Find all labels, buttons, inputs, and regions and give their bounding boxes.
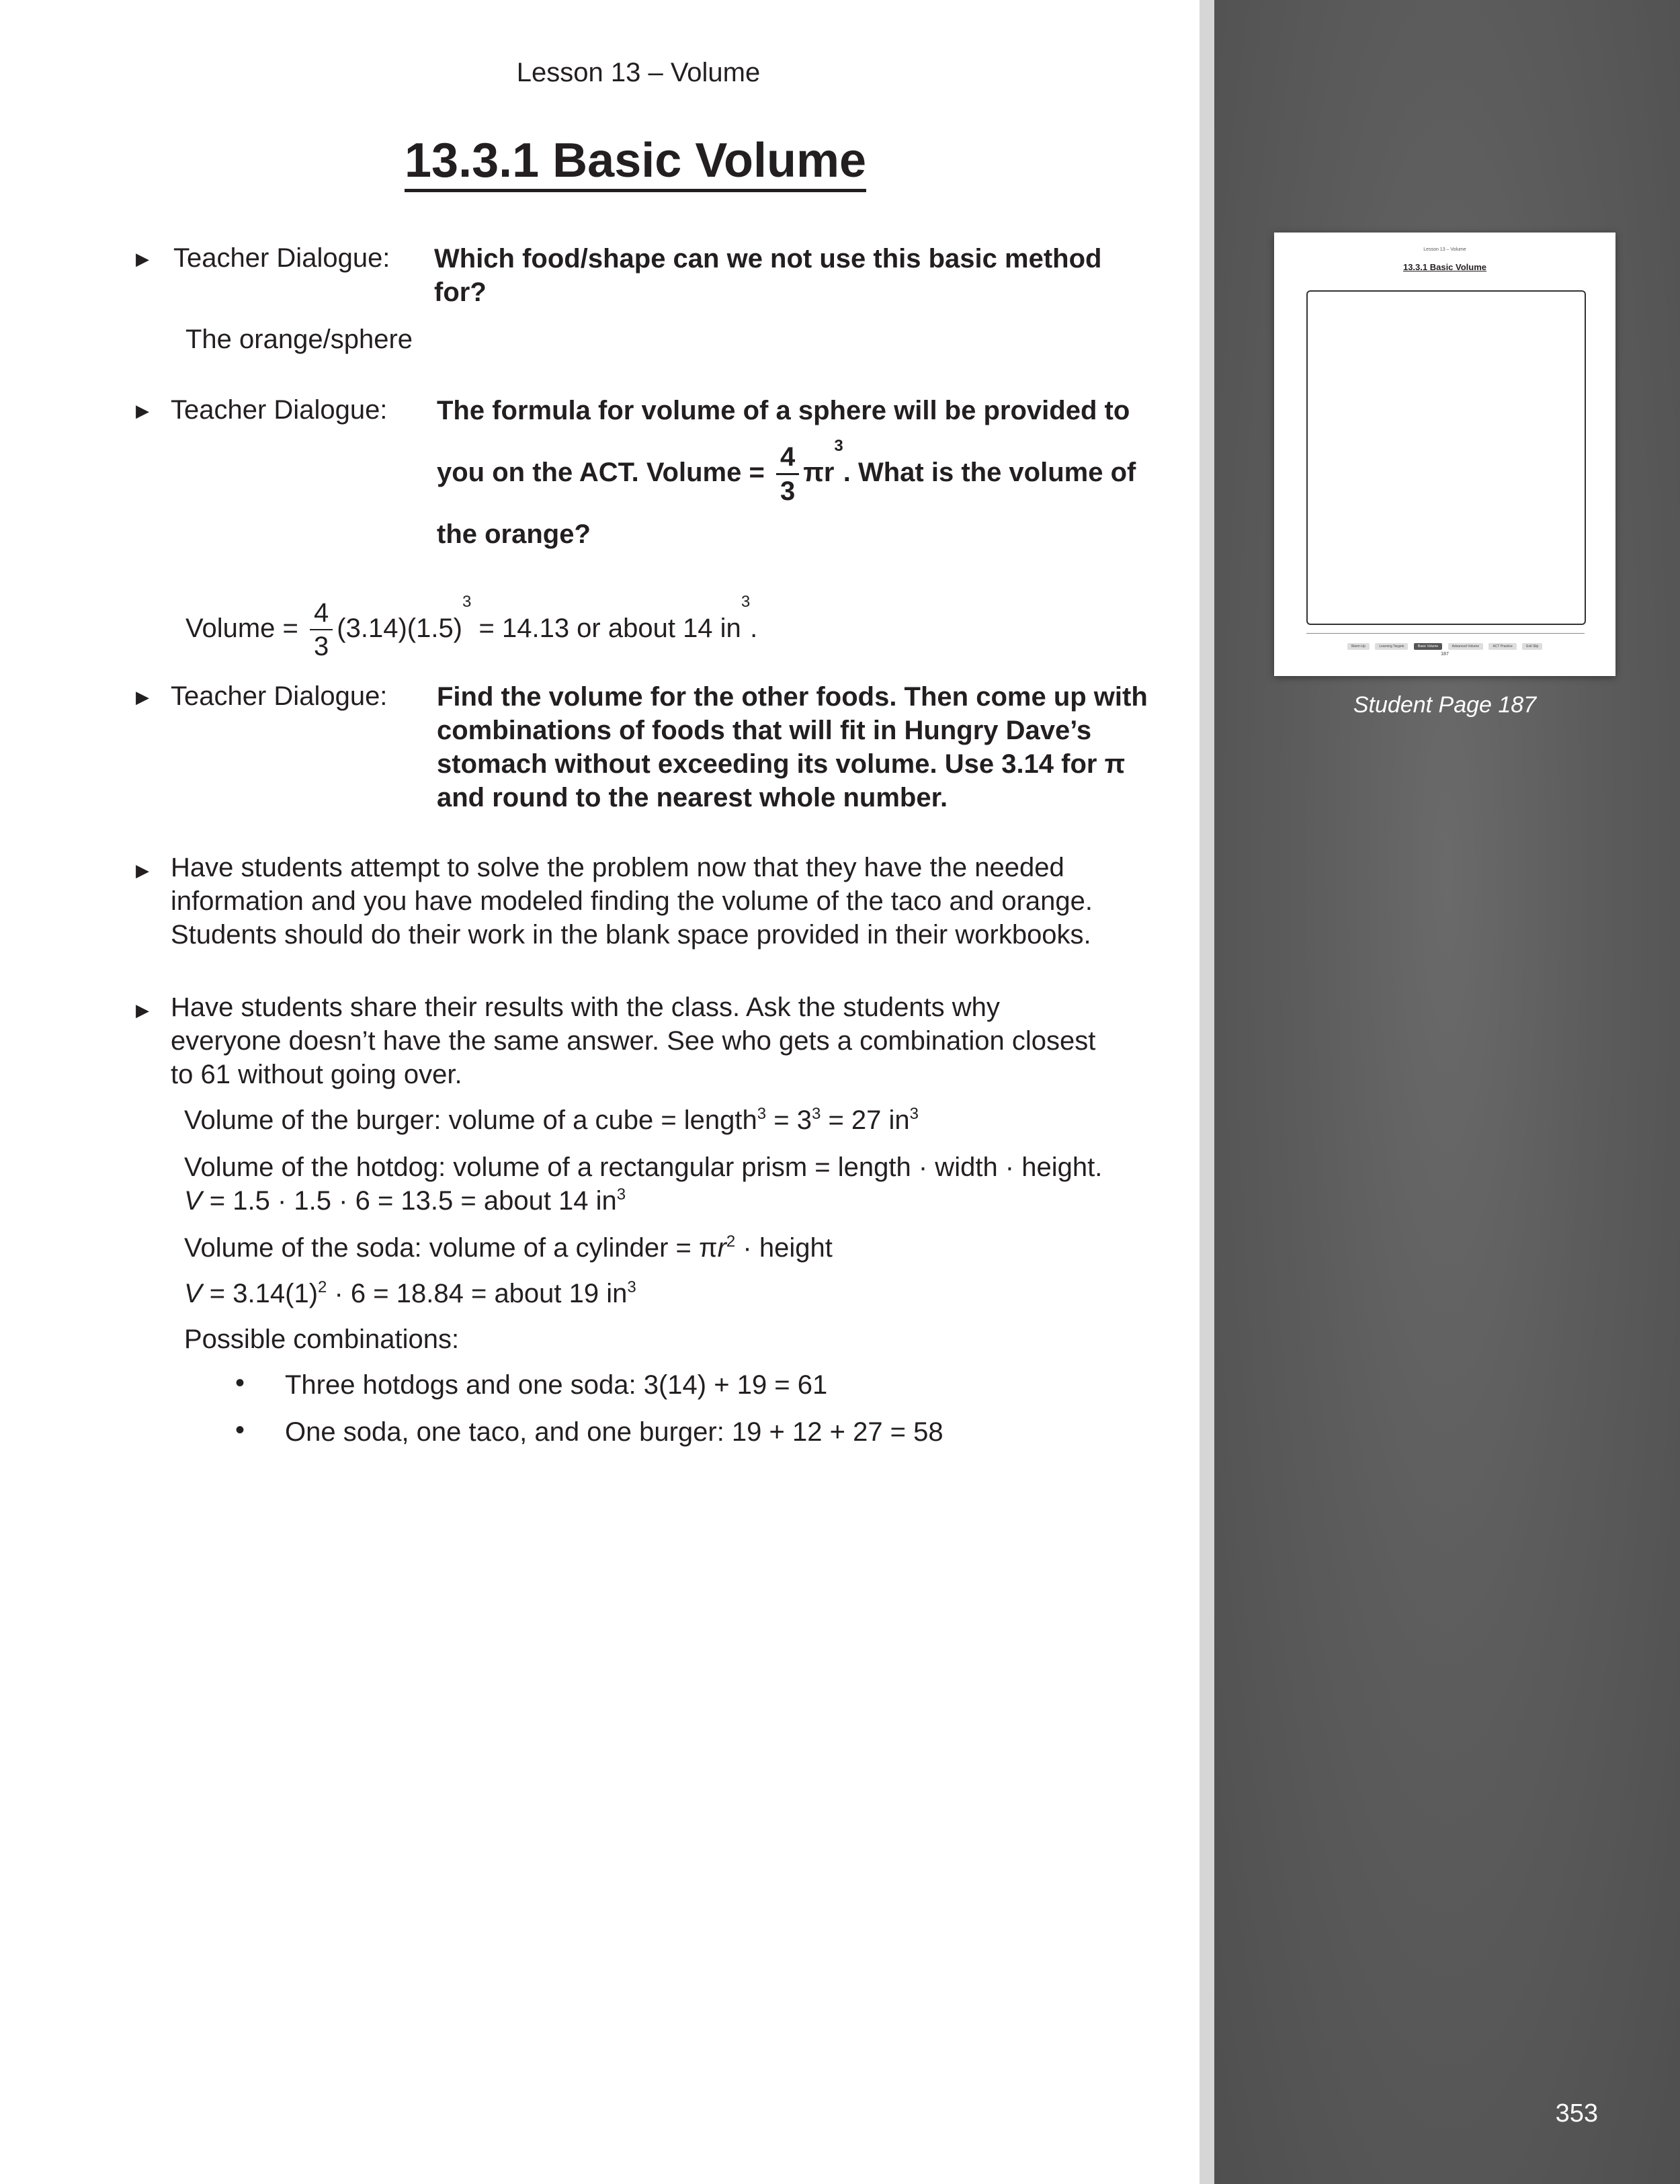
thumbnail-tab-active: Basic Volume (1414, 643, 1442, 650)
bullet-4-line-3: Students should do their work in the blank space provided in their workbooks. (171, 920, 1091, 950)
fraction-numerator: 4 (776, 444, 799, 475)
dialogue-3-line-1: Find the volume for the other foods. Then come up with (437, 682, 1148, 712)
bullet-4-line-2: information and you have modeled finding the volume of the taco and orange. (171, 886, 1093, 916)
section-title: 13.3.1 Basic Volume (405, 134, 866, 192)
fraction-denominator: 3 (780, 476, 796, 506)
volume-orange-line (185, 591, 757, 665)
volume-end: . (750, 614, 758, 643)
exponent: 3 (811, 1105, 821, 1123)
teacher-dialogue-label: Teacher Dialogue: (171, 395, 388, 425)
unit-exponent: 3 (741, 593, 751, 611)
page-divider (1200, 0, 1214, 2184)
dialogue-3-line-2: combinations of foods that will fit in Hungry Dave’s (437, 716, 1092, 745)
variable-v: V (184, 1279, 202, 1308)
thumbnail-tabs (1274, 638, 1615, 650)
thumbnail-tab: Advanced Volume (1448, 643, 1483, 650)
dialogue-2-line-2 (437, 435, 1136, 509)
combination-item: One soda, one taco, and one burger: 19 + 12 + 27 = 58 (285, 1417, 943, 1447)
thumbnail-rule (1306, 633, 1585, 634)
answer-orange: The orange/sphere (185, 325, 413, 354)
soda-volume-line-2 (184, 1277, 636, 1310)
burger-post: = 27 in (821, 1105, 910, 1135)
thumbnail-tab: ACT Practice (1488, 643, 1516, 650)
exponent: 3 (757, 1105, 767, 1123)
burger-volume (184, 1103, 919, 1137)
bullet-dot-icon: • (235, 1415, 245, 1445)
thumbnail-title: 13.3.1 Basic Volume (1402, 262, 1487, 272)
thumbnail-page-number: 187 (1441, 652, 1449, 657)
bullet-dot-icon: • (235, 1368, 245, 1398)
fraction-numerator: 4 (310, 599, 333, 630)
soda-calc-post: · 6 = 18.84 = about 19 in (327, 1279, 628, 1308)
combination-item: Three hotdogs and one soda: 3(14) + 19 = 61 (285, 1370, 828, 1400)
soda-text: Volume of the soda: volume of a cylinder = π (184, 1233, 718, 1263)
exponent: 3 (834, 437, 843, 455)
teacher-dialogue-label: Teacher Dialogue: (171, 681, 388, 711)
bullet-arrow-icon: ▶ (136, 401, 149, 421)
soda-volume-line-1 (184, 1231, 833, 1265)
exponent: 2 (726, 1232, 736, 1251)
student-page-thumbnail (1274, 233, 1615, 676)
student-page-caption: Student Page 187 (1353, 692, 1537, 718)
bullet-arrow-icon: ▶ (136, 1000, 149, 1020)
bullet-arrow-icon: ▶ (136, 249, 149, 269)
hotdog-volume-line-2 (184, 1184, 626, 1218)
bullet-arrow-icon: ▶ (136, 687, 149, 707)
soda-calc: = 3.14(1) (202, 1279, 319, 1308)
bullet-4-line-1: Have students attempt to solve the problem now that they have the needed (171, 853, 1064, 882)
burger-mid: = 3 (766, 1105, 812, 1135)
lesson-header: Lesson 13 – Volume (516, 58, 761, 87)
unit-exponent: 3 (627, 1278, 636, 1296)
thumbnail-tab: Exit Slip (1522, 643, 1542, 650)
dialogue-2-line-3: the orange? (437, 519, 591, 549)
bullet-arrow-icon: ▶ (136, 860, 149, 880)
fraction-denominator: 3 (314, 632, 329, 662)
thumbnail-header: Lesson 13 – Volume (1423, 247, 1466, 252)
bullet-5-line-3: to 61 without going over. (171, 1060, 462, 1089)
dialogue-2-line-1: The formula for volume of a sphere will be provided to (437, 396, 1130, 425)
unit-exponent: 3 (616, 1185, 626, 1204)
bullet-5-line-1: Have students share their results with the class. Ask the students why (171, 993, 1000, 1022)
exponent: 3 (462, 593, 472, 611)
bullet-5-line-2: everyone doesn’t have the same answer. See who gets a combination closest (171, 1026, 1096, 1056)
combinations-heading: Possible combinations: (184, 1325, 460, 1354)
volume-mid: (3.14)(1.5) (337, 614, 463, 643)
dialogue-1-line-2: for? (434, 278, 487, 307)
teacher-dialogue-label: Teacher Dialogue: (173, 243, 390, 273)
exponent: 2 (318, 1278, 327, 1296)
variable-r: r (717, 1233, 726, 1263)
dialogue-1-line-1: Which food/shape can we not use this basic method (434, 244, 1102, 274)
variable-v: V (184, 1186, 202, 1216)
page-number: 353 (1555, 2099, 1598, 2128)
thumbnail-tab: Learning Targets (1375, 643, 1408, 650)
hotdog-text: = 1.5 · 1.5 · 6 = 13.5 = about 14 in (202, 1186, 617, 1216)
hotdog-volume-line-1: Volume of the hotdog: volume of a rectangular prism = length · width · height. (184, 1152, 1103, 1182)
dialogue-3-line-4: and round to the nearest whole number. (437, 783, 948, 812)
burger-text: Volume of the burger: volume of a cube = length (184, 1105, 757, 1135)
pi-r: πr (803, 458, 835, 487)
thumbnail-work-area (1306, 290, 1586, 625)
soda-text-post: · height (735, 1233, 833, 1263)
volume-post: = 14.13 or about 14 in (471, 614, 741, 643)
volume-pre: Volume = (185, 614, 306, 643)
dialogue-2-text: you on the ACT. Volume = (437, 458, 772, 487)
fraction-4-3 (310, 599, 333, 660)
dialogue-2-text-post: . What is the volume of (843, 458, 1136, 487)
unit-exponent: 3 (909, 1105, 919, 1123)
dialogue-3-line-3: stomach without exceeding its volume. Use 3.14 for π (437, 749, 1126, 779)
thumbnail-tab: Warm-Up (1347, 643, 1370, 650)
fraction-4-3 (776, 444, 799, 505)
